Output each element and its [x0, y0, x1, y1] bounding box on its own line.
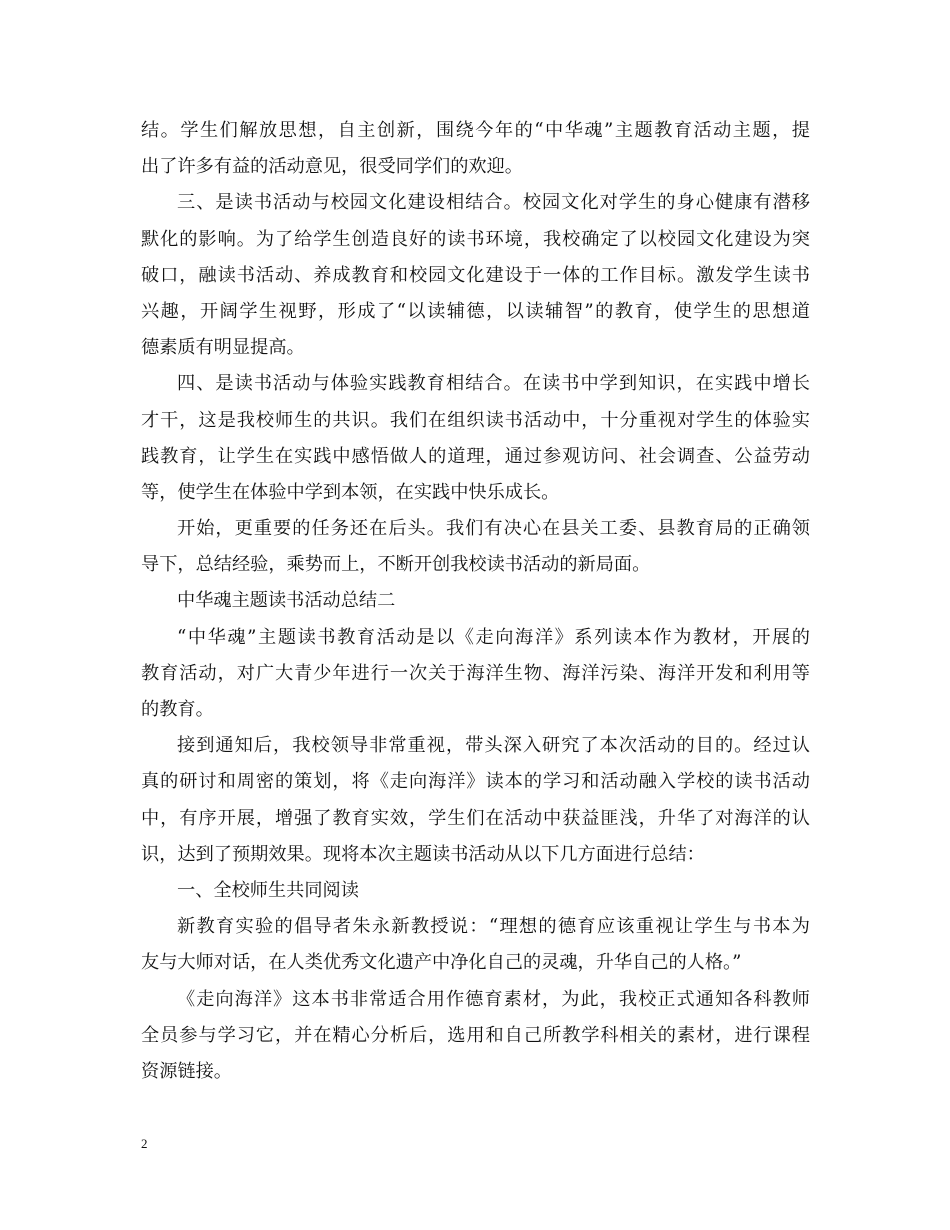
text-line: 中，有序开展，增强了教育实效，学生们在活动中获益匪浅，升华了对海洋的认 — [141, 807, 810, 829]
text-line: 默化的影响。为了给学生创造良好的读书环境，我校确定了以校园文化建设为突 — [141, 228, 810, 250]
text-line: 导下，总结经验，乘势而上，不断开创我校读书活动的新局面。 — [141, 554, 651, 576]
text-line: 识，达到了预期效果。现将本次主题读书活动从以下几方面进行总结： — [141, 843, 705, 865]
text-line: “中华魂”主题读书教育活动是以《走向海洋》系列读本作为教材，开展的 — [177, 626, 810, 648]
text-line: 全员参与学习它，并在精心分析后，选用和自己所教学科相关的素材，进行课程 — [141, 1024, 810, 1046]
text-line: 友与大师对话，在人类优秀文化遗产中净化自己的灵魂，升华自己的人格。” — [141, 952, 742, 974]
text-line: 开始，更重要的任务还在后头。我们有决心在县关工委、县教育局的正确领 — [177, 518, 810, 540]
text-line: 三、是读书活动与校园文化建设相结合。校园文化对学生的身心健康有潜移 — [177, 192, 810, 214]
text-line: 践教育，让学生在实践中感悟做人的道理，通过参观访问、社会调查、公益劳动 — [141, 445, 810, 467]
page-number: 2 — [141, 1136, 148, 1151]
document-body — [141, 113, 810, 1090]
text-line: 出了许多有益的活动意见，很受同学们的欢迎。 — [141, 156, 523, 178]
text-line: 中华魂主题读书活动总结二 — [177, 590, 396, 612]
text-line: 《走向海洋》这本书非常适合用作德育素材，为此，我校正式通知各科教师 — [177, 988, 810, 1010]
text-line: 四、是读书活动与体验实践教育相结合。在读书中学到知识，在实践中增长 — [177, 373, 810, 395]
text-line: 真的研讨和周密的策划，将《走向海洋》读本的学习和活动融入学校的读书活动 — [141, 771, 810, 793]
text-line: 等，使学生在体验中学到本领，在实践中快乐成长。 — [141, 481, 560, 503]
text-line: 资源链接。 — [141, 1060, 232, 1082]
text-line: 兴趣，开阔学生视野，形成了“以读辅德，以读辅智”的教育，使学生的思想道 — [141, 300, 810, 322]
text-line: 德素质有明显提高。 — [141, 337, 305, 359]
text-line: 新教育实验的倡导者朱永新教授说：“理想的德育应该重视让学生与书本为 — [177, 916, 810, 938]
text-line: 教育活动，对广大青少年进行一次关于海洋生物、海洋污染、海洋开发和利用等 — [141, 662, 810, 684]
text-line: 才干，这是我校师生的共识。我们在组织读书活动中，十分重视对学生的体验实 — [141, 409, 810, 431]
text-line: 接到通知后，我校领导非常重视，带头深入研究了本次活动的目的。经过认 — [177, 735, 810, 757]
text-line: 破口，融读书活动、养成教育和校园文化建设于一体的工作目标。激发学生读书 — [141, 264, 810, 286]
text-line: 一、全校师生共同阅读 — [177, 879, 359, 901]
text-line: 的教育。 — [141, 699, 214, 720]
text-line: 结。学生们解放思想，自主创新，围绕今年的“中华魂”主题教育活动主题，提 — [141, 120, 810, 141]
